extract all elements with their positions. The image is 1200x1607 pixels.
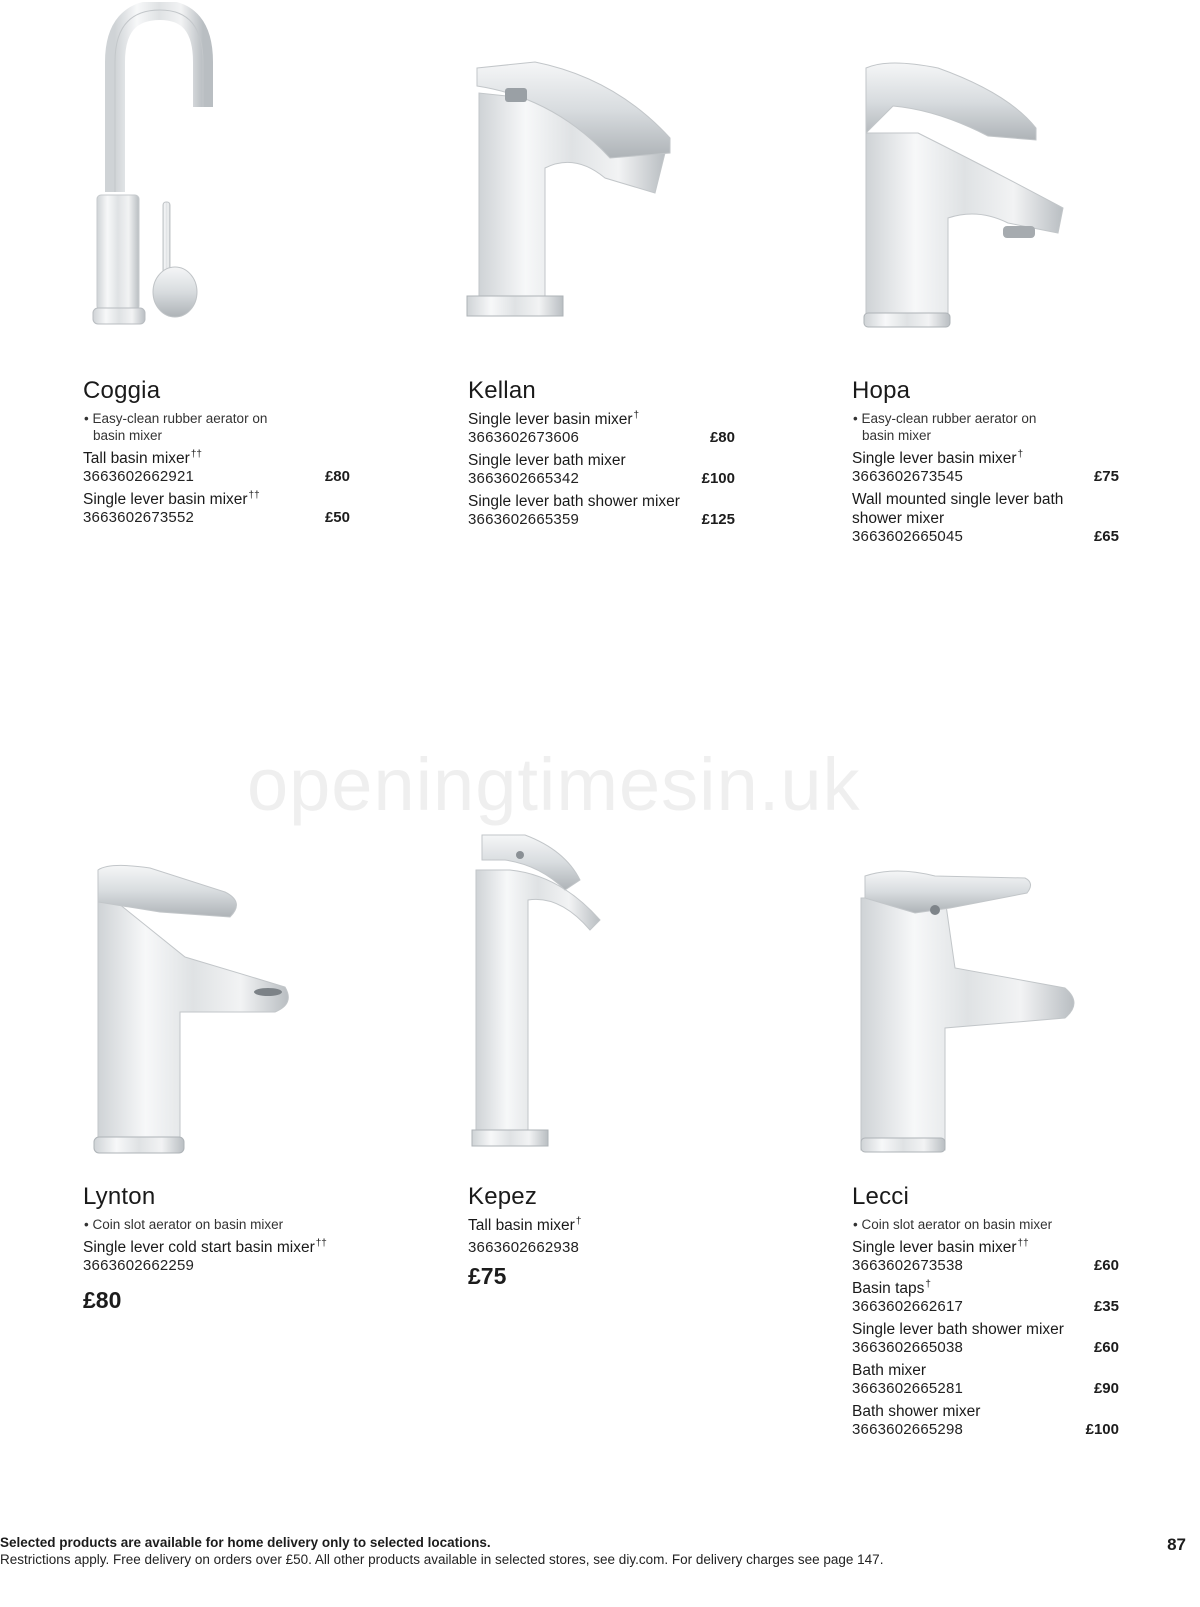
product-title: Hopa [852,377,911,404]
product-title: Lynton [83,1183,156,1210]
product-price: £75 [468,1263,507,1289]
lecci-tap-image [855,868,1080,1158]
product-variant [852,490,1152,546]
product-card-lecci [852,1183,1152,1443]
product-title: Coggia [83,377,161,404]
product-variant [852,1279,1152,1316]
variant-code: 3663602662921 [83,468,195,485]
variant-price: £100 [1085,1421,1119,1438]
delivery-notice: Selected products are available for home delivery only to selected locations. [0,1535,491,1550]
product-title: Kepez [468,1183,538,1210]
variant-code: 3663602673606 [468,429,580,446]
variant-name: Basin taps [852,1280,925,1297]
variant-price: £100 [701,470,735,487]
variant-name: Single lever basin mixer [468,411,633,428]
variant-price: £80 [709,429,735,446]
delivery-restrictions: Restrictions apply. Free delivery on orders over £50. All other products available in selected stores, see diy.com. For delivery charges see page 147. [0,1552,884,1567]
hopa-tap-image [858,58,1073,333]
product-variant [852,449,1152,486]
product-variant [83,490,383,527]
product-title: Kellan [468,377,536,404]
variant-code: 3663602665045 [852,528,964,545]
footnote-mark: †† [190,449,202,460]
kellan-tap-image [465,58,675,338]
variant-price: £75 [1093,468,1119,485]
product-title: Lecci [852,1183,910,1210]
product-price: £80 [83,1287,122,1313]
product-feature: • Coin slot aerator on basin mixer [83,1216,353,1233]
variant-code: 3663602662259 [83,1257,195,1274]
product-feature: • Easy-clean rubber aerator on basin mixer [852,410,1062,444]
coggia-tap-image [85,2,215,332]
variant-price: £90 [1093,1380,1119,1397]
footnote-mark: †† [1017,1238,1029,1249]
variant-name: Bath mixer [852,1362,927,1379]
variant-code: 3663602673538 [852,1257,964,1274]
footnote-mark: † [1017,449,1024,460]
footnote-mark: † [925,1279,931,1290]
footnote-mark: † [633,410,640,421]
variant-name: Single lever bath shower mixer [468,493,680,510]
product-card-kepez [468,1183,768,1290]
product-variant [468,410,768,447]
variant-code: 3663602665298 [852,1421,964,1438]
product-card-lynton [83,1183,383,1314]
variant-name: Single lever basin mixer [852,450,1017,467]
product-card-kellan [468,377,768,533]
product-card-hopa [852,377,1152,550]
variant-name: Single lever basin mixer [83,491,248,508]
variant-name: Single lever basin mixer [852,1239,1017,1256]
variant-name: Tall basin mixer [468,1217,575,1234]
watermark: openingtimesin.uk [247,743,861,826]
product-variant [468,492,768,529]
variant-code: 3663602673545 [852,468,964,485]
variant-code: 3663602665359 [468,511,580,528]
variant-name: Tall basin mixer [83,450,190,467]
page-number: 87 [1167,1535,1186,1554]
product-variant [83,1238,383,1275]
product-variant [468,451,768,488]
variant-code: 3663602665281 [852,1380,964,1397]
product-variant [852,1361,1152,1398]
footnote-mark: †† [248,490,260,501]
variant-code: 3663602662938 [468,1239,580,1256]
lynton-tap-image [90,862,300,1157]
variant-name: Single lever cold start basin mixer [83,1239,315,1256]
variant-price: £65 [1093,528,1119,545]
variant-price: £60 [1093,1339,1119,1356]
product-feature: • Coin slot aerator on basin mixer [852,1216,1122,1233]
variant-price: £125 [701,511,735,528]
variant-price: £50 [324,509,350,526]
product-variant [468,1216,768,1257]
variant-price: £35 [1093,1298,1119,1315]
product-variant [83,449,383,486]
product-variant [852,1402,1152,1439]
variant-code: 3663602673552 [83,509,195,526]
variant-code: 3663602665038 [852,1339,964,1356]
variant-name: Bath shower mixer [852,1403,981,1420]
variant-name: Wall mounted single lever bath shower mixer [852,491,1064,527]
kepez-tap-image [470,830,610,1150]
product-variant [852,1320,1152,1357]
variant-code: 3663602665342 [468,470,580,487]
product-feature: • Easy-clean rubber aerator on basin mixer [83,410,293,444]
footnote-mark: † [575,1216,582,1227]
product-card-coggia [83,377,383,531]
variant-code: 3663602662617 [852,1298,964,1315]
variant-price: £80 [324,468,350,485]
variant-name: Single lever bath shower mixer [852,1321,1064,1338]
variant-price: £60 [1093,1257,1119,1274]
variant-name: Single lever bath mixer [468,452,626,469]
footnote-mark: †† [315,1238,327,1249]
product-variant [852,1238,1152,1275]
